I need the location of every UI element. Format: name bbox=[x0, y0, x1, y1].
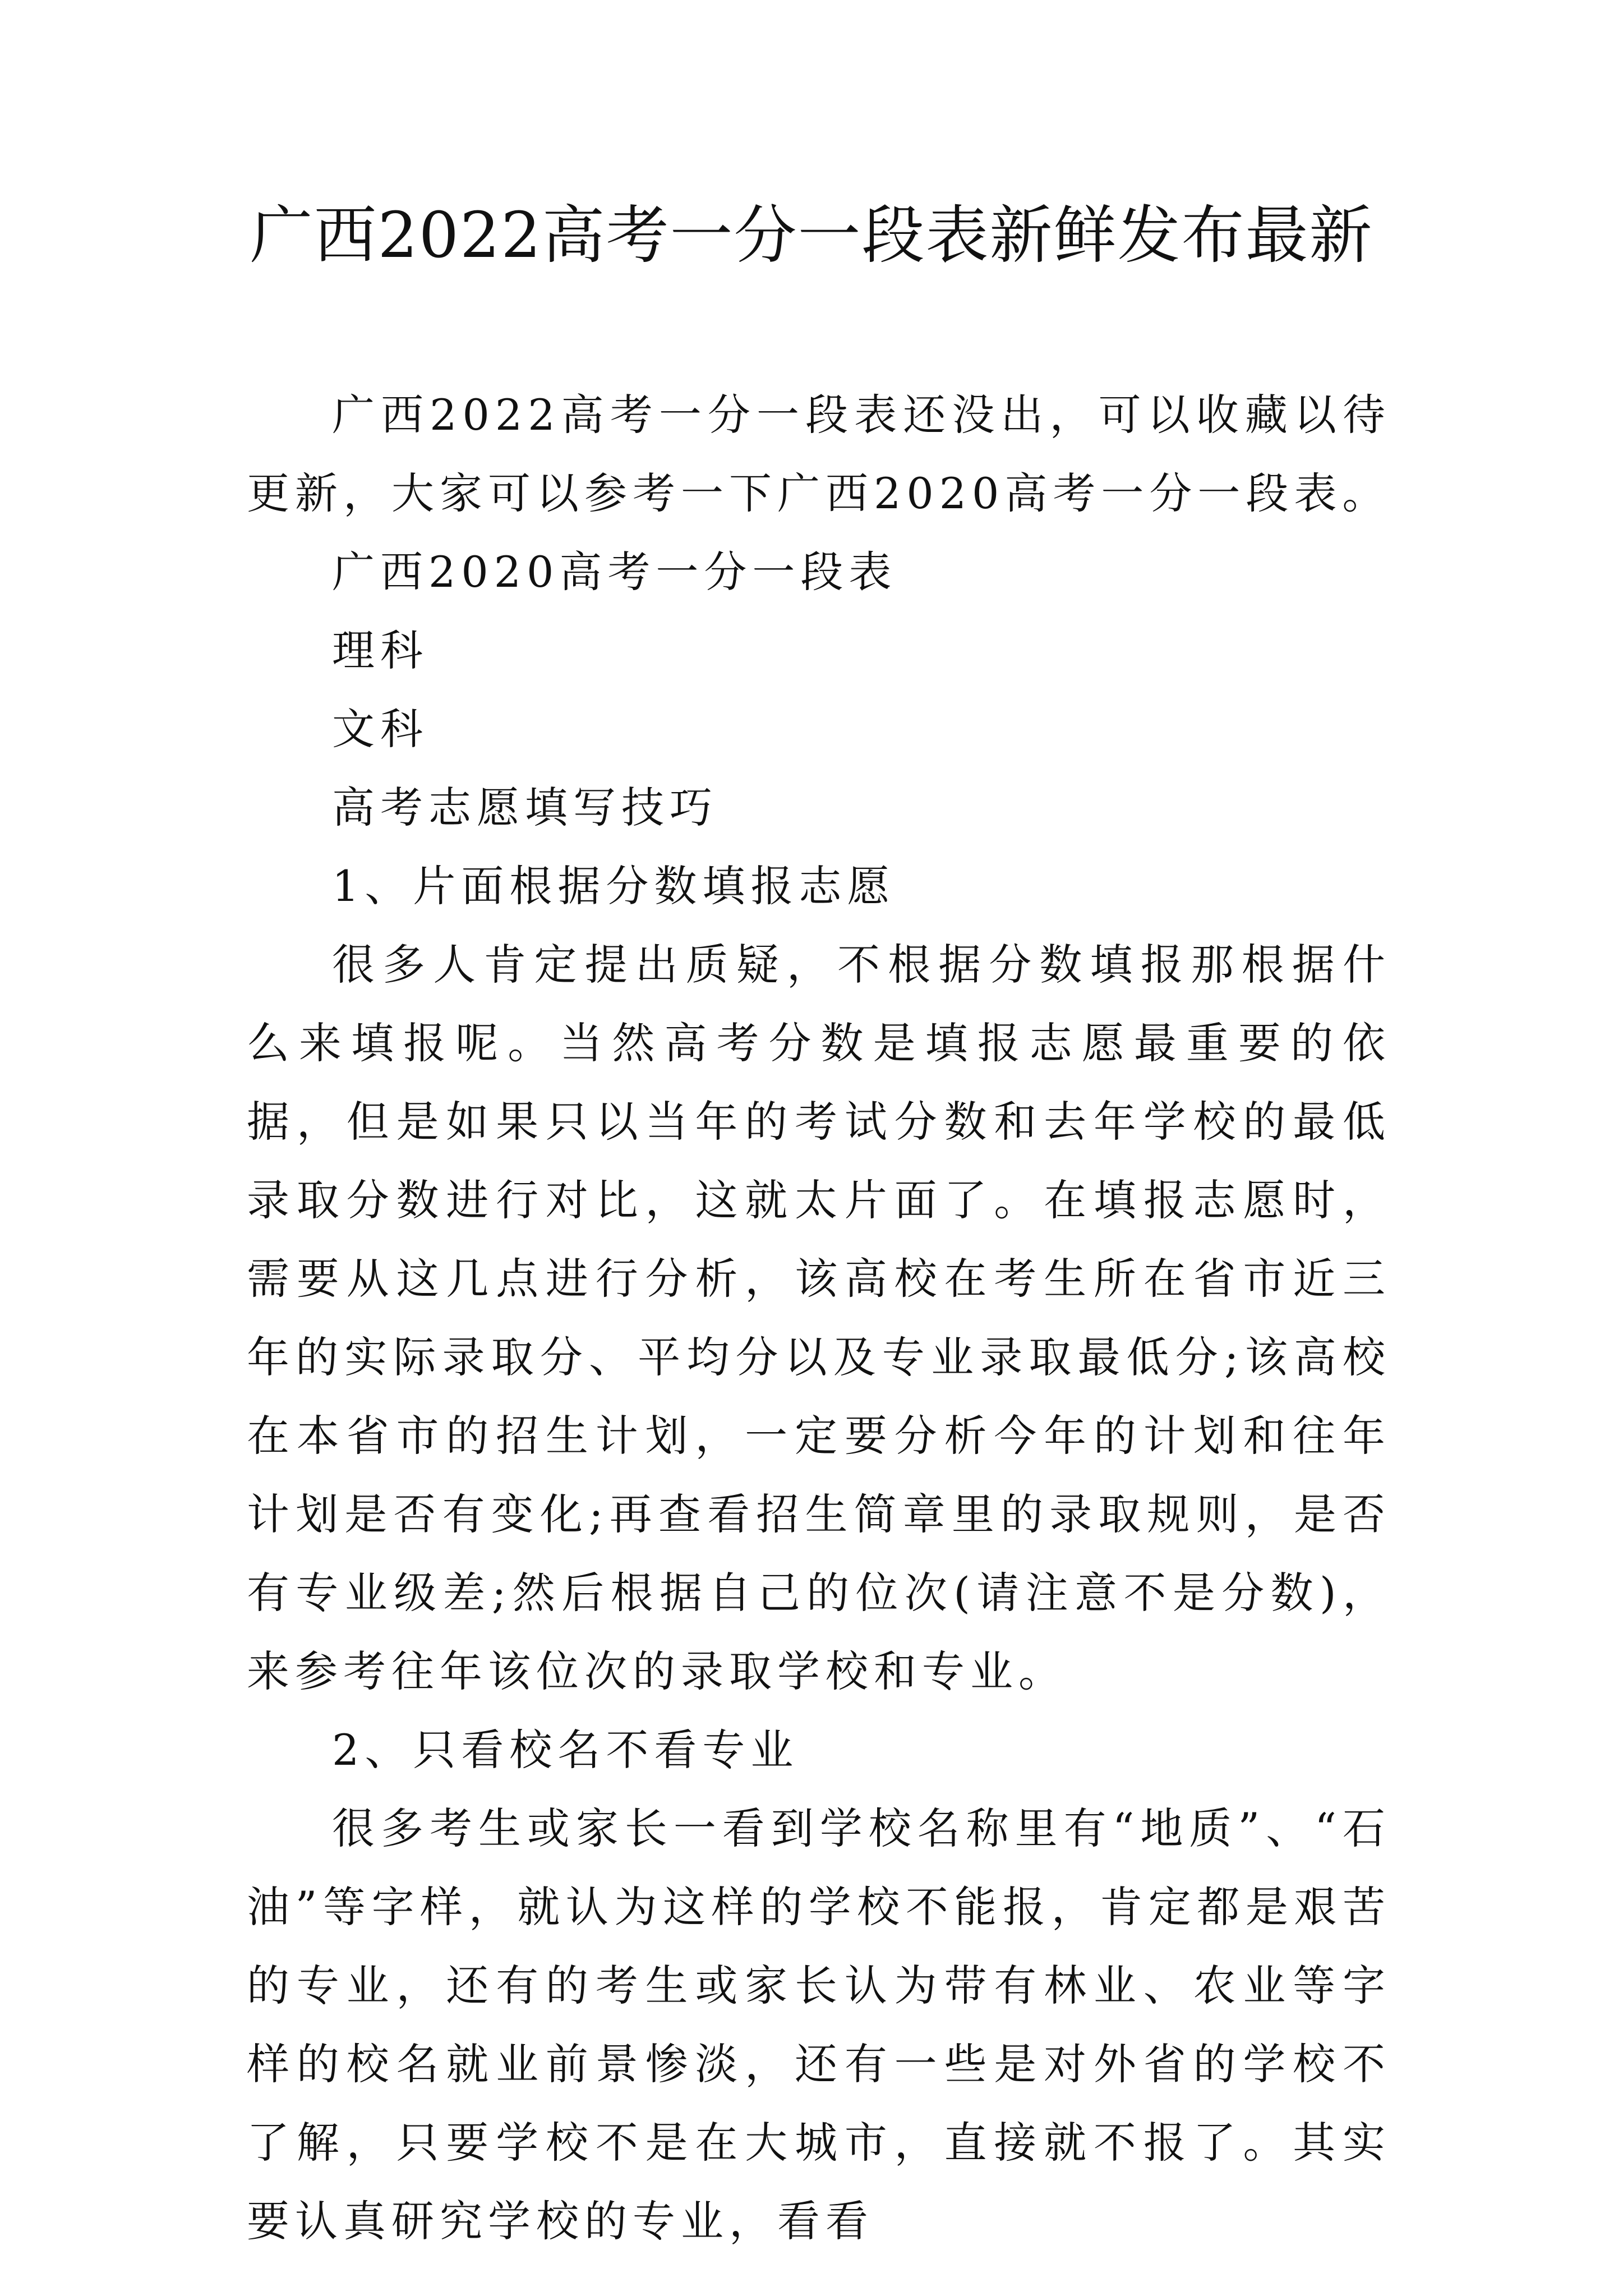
document-body bbox=[247, 376, 1391, 2261]
section-heading: 高考志愿填写技巧 bbox=[332, 783, 718, 832]
document-title: 广西2022高考一分一段表新鲜发布最新 bbox=[250, 199, 1373, 272]
science-label: 理科 bbox=[332, 625, 428, 675]
tip-1-heading: 1、片面根据分数填报志愿 bbox=[332, 861, 896, 911]
tip-2-paragraph: 很多考生或家长一看到学校名称里有“地质”、“石油”等字样，就认为这样的学校不能报，肯定都是艰苦的专业，还有的考生或家长认为带有林业、农业等字样的校名就业前景惨淡，还有一些是对外省的学校不了解，只要学校不是在大城市，直接就不报了。其实要认真研究学校的专业，看看 bbox=[247, 1803, 1391, 2246]
table-heading: 广西2020高考一分一段表 bbox=[332, 547, 897, 597]
arts-label: 文科 bbox=[332, 704, 428, 754]
tip-2-heading: 2、只看校名不看专业 bbox=[332, 1725, 799, 1775]
tip-1-paragraph: 很多人肯定提出质疑，不根据分数填报那根据什么来填报呢。当然高考分数是填报志愿最重要的依据，但是如果只以当年的考试分数和去年学校的最低录取分数进行对比，这就太片面了。在填报志愿时，需要从这几点进行分析，该高校在考生所在省市近三年的实际录取分、平均分以及专业录取最低分;该高校在本省市的招生计划，一定要分析今年的计划和往年计划是否有变化;再查看招生简章里的录取规则，是否有专业级差;然后根据自己的位次(请注意不是分数)，来参考往年该位次的录取学校和专业。 bbox=[247, 940, 1391, 1696]
intro-paragraph: 广西2022高考一分一段表还没出，可以收藏以待更新，大家可以参考一下广西2020高考一分一段表。 bbox=[247, 390, 1391, 518]
